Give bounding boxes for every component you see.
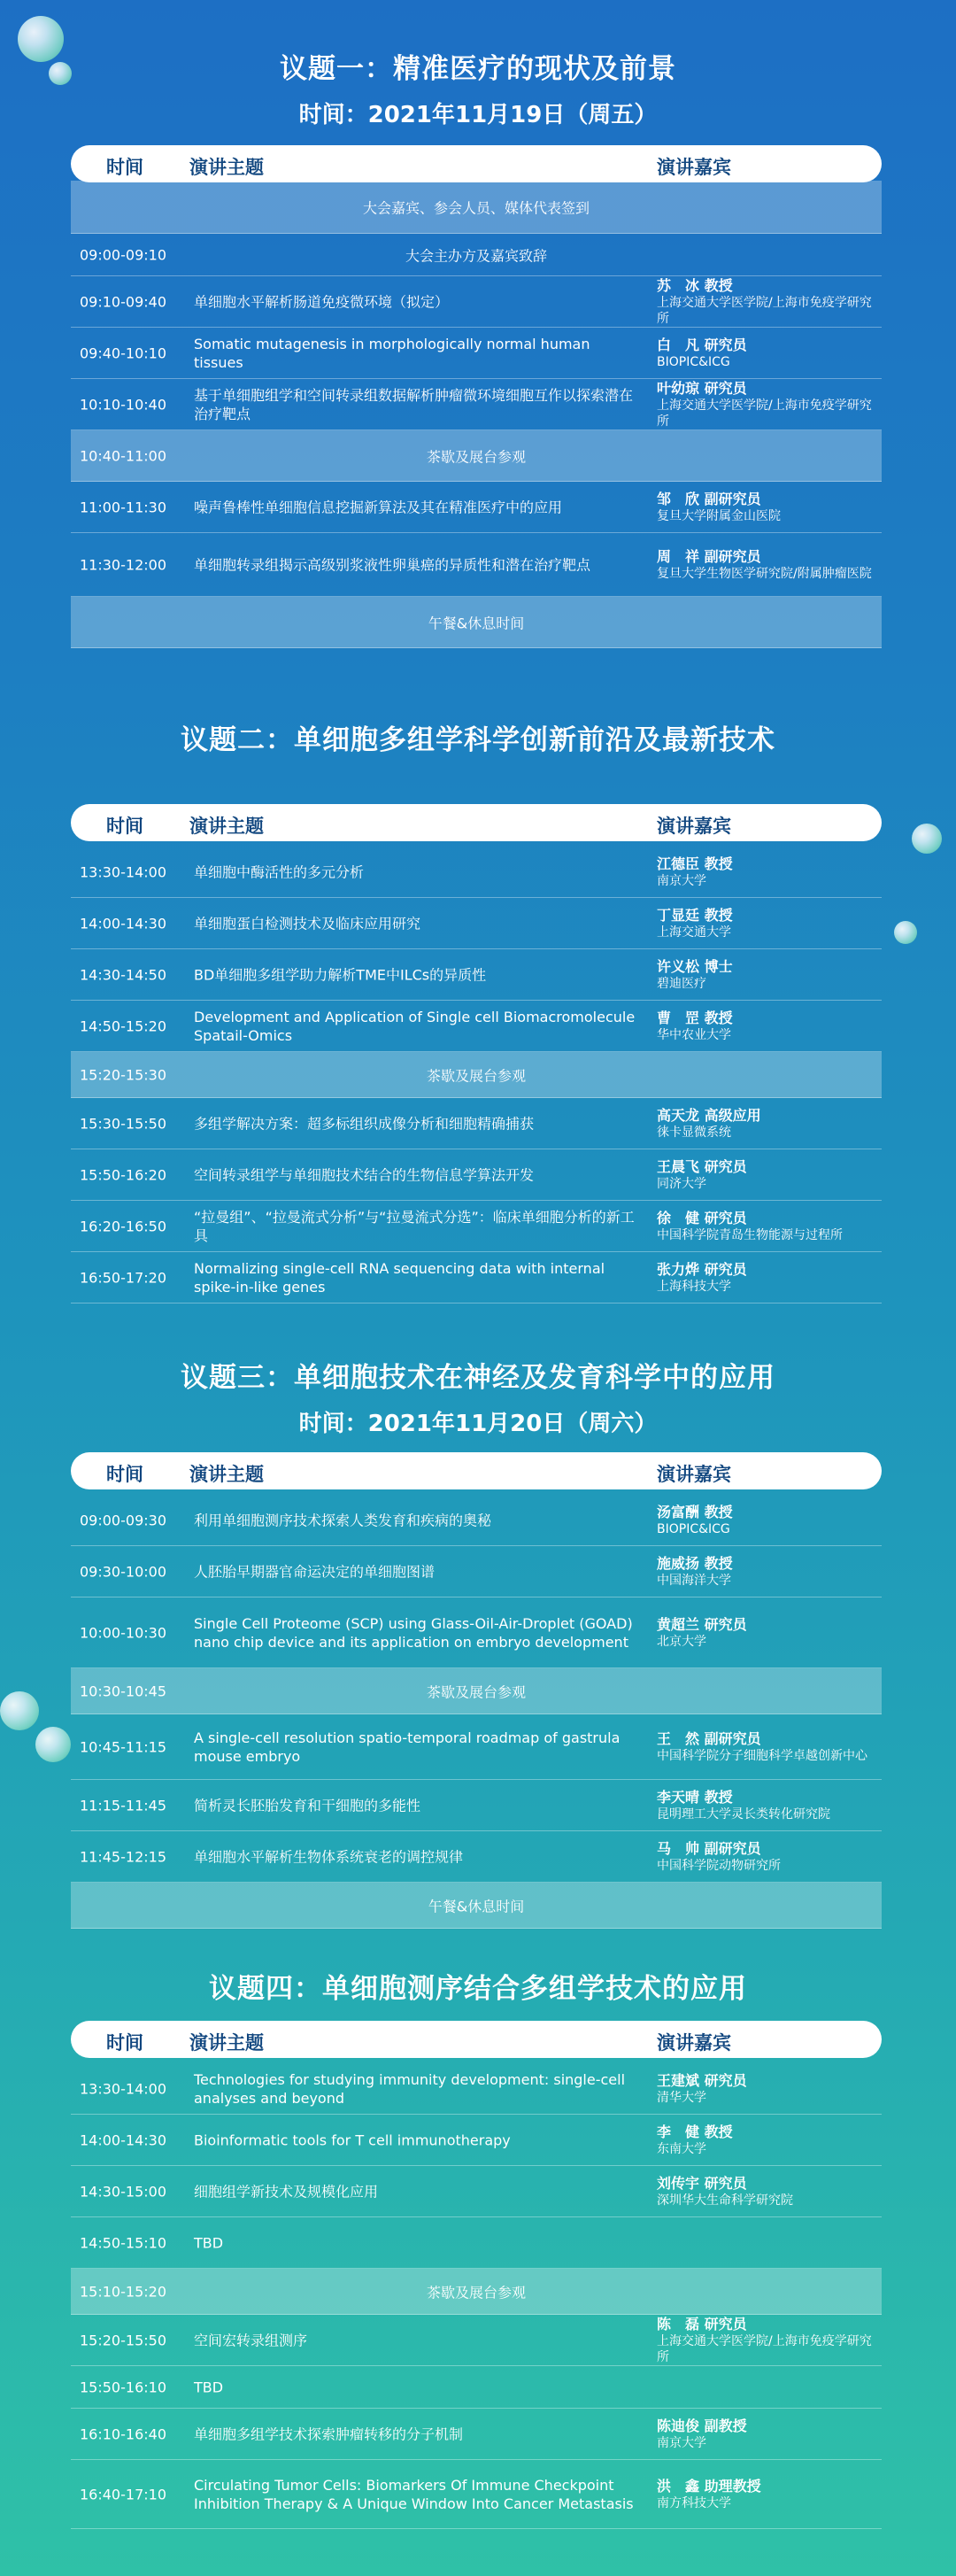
speaker-name: 江德臣 教授 (657, 855, 733, 872)
col-speaker: 演讲嘉宾 (657, 2032, 731, 2054)
break-row (71, 1668, 882, 1714)
speaker-affiliation: BIOPIC&ICG (657, 354, 730, 369)
table-1-header (71, 145, 882, 182)
speaker-name: 陈 磊 研究员 (657, 2315, 747, 2332)
row-speaker (657, 1730, 882, 1764)
row-time: 09:30-10:00 (80, 1563, 166, 1580)
col-speaker: 演讲嘉宾 (657, 1464, 731, 1485)
schedule-row (71, 1252, 882, 1303)
speaker-affiliation: 上海交通大学医学院/上海市免疫学研究所 (657, 295, 872, 326)
row-time: 14:50-15:10 (80, 2234, 166, 2251)
speaker-name: 王 然 副研究员 (657, 1729, 761, 1747)
row-speaker (657, 1158, 882, 1192)
row-time: 11:30-12:00 (80, 556, 166, 573)
schedule-row (71, 276, 882, 328)
break-row (71, 2269, 882, 2315)
row-topic: 利用单细胞测序技术探索人类发育和疾病的奥秘 (194, 1512, 492, 1528)
col-speaker: 演讲嘉宾 (657, 816, 731, 837)
row-time: 16:20-16:50 (80, 1218, 166, 1234)
schedule-row (71, 2217, 882, 2269)
molecule-decoration-left-2 (35, 1727, 71, 1762)
row-time: 14:00-14:30 (80, 915, 166, 932)
section-3-header (0, 1355, 956, 1438)
speaker-affiliation: 上海交通大学医学院/上海市免疫学研究所 (657, 398, 872, 429)
schedule-row (71, 1201, 882, 1252)
schedule-row (71, 1780, 882, 1831)
speaker-affiliation: 复旦大学生物医学研究院/附属肿瘤医院 (657, 566, 872, 581)
speaker-name: 刘传宇 研究员 (657, 2174, 747, 2192)
row-speaker (657, 277, 882, 327)
row-topic: A single-cell resolution spatio-temporal roadmap of gastrula mouse embryo (194, 1729, 621, 1765)
table-4-body (71, 2063, 882, 2529)
speaker-name: 白 凡 研究员 (657, 336, 747, 353)
row-topic: Normalizing single-cell RNA sequencing data with internal spike-in-like genes (194, 1259, 605, 1296)
row-time: 11:45-12:15 (80, 1848, 166, 1865)
speaker-name: 许义松 博士 (657, 957, 733, 975)
speaker-affiliation: 徕卡显微系统 (657, 1125, 731, 1140)
row-speaker (657, 380, 882, 429)
row-time: 16:40-17:10 (80, 2486, 166, 2503)
speaker-name: 苏 冰 教授 (657, 276, 733, 294)
row-speaker (657, 1789, 882, 1822)
speaker-name: 黄超兰 研究员 (657, 1615, 747, 1633)
speaker-name: 周 祥 副研究员 (657, 547, 761, 565)
schedule-row (71, 2115, 882, 2166)
molecule-decoration-right (912, 824, 942, 854)
row-time: 15:30-15:50 (80, 1115, 166, 1132)
row-topic: 单细胞蛋白检测技术及临床应用研究 (194, 915, 421, 932)
row-topic: “拉曼组”、“拉曼流式分析”与“拉曼流式分选”：临床单细胞分析的新工具 (194, 1208, 635, 1244)
row-topic: 空间宏转录组测序 (194, 2332, 308, 2348)
break-label: 午餐&休息时间 (428, 1898, 525, 1915)
table-1-body (71, 181, 882, 648)
row-time: 15:10-15:20 (80, 2283, 166, 2300)
row-time: 14:00-14:30 (80, 2131, 166, 2148)
speaker-affiliation: BIOPIC&ICG (657, 1521, 730, 1536)
speaker-affiliation: 碧迪医疗 (657, 976, 706, 991)
speaker-affiliation: 东南大学 (657, 2141, 706, 2156)
speaker-name: 李天晴 教授 (657, 1788, 733, 1806)
row-topic: 单细胞水平解析生物体系统衰老的调控规律 (194, 1848, 464, 1865)
break-label: 大会嘉宾、参会人员、媒体代表签到 (362, 199, 590, 216)
speaker-name: 叶幼琼 研究员 (657, 379, 747, 397)
table-4-header (71, 2021, 882, 2058)
speaker-name: 施威扬 教授 (657, 1554, 733, 1572)
row-speaker (657, 1010, 882, 1043)
col-topic: 演讲主题 (189, 157, 264, 178)
row-speaker (657, 907, 882, 940)
section-3-title: 议题三：单细胞技术在神经及发育科学中的应用 (181, 1362, 775, 1394)
schedule-row (71, 1546, 882, 1597)
speaker-name: 高天龙 高级应用 (657, 1106, 761, 1124)
speaker-affiliation: 中国科学院青岛生物能源与过程所 (657, 1227, 843, 1242)
row-topic: TBD (194, 2379, 224, 2395)
col-time: 时间 (106, 1464, 143, 1485)
section-1-header (0, 46, 956, 129)
speaker-name: 李 健 教授 (657, 2123, 733, 2140)
speaker-affiliation: 深圳华大生命科学研究院 (657, 2193, 793, 2208)
section-2-header (0, 717, 956, 757)
row-speaker (657, 1107, 882, 1141)
row-time: 15:50-16:10 (80, 2379, 166, 2395)
col-time: 时间 (106, 2032, 143, 2054)
speaker-affiliation: 上海科技大学 (657, 1279, 731, 1294)
row-speaker (657, 855, 882, 889)
row-speaker (657, 2316, 882, 2365)
speaker-affiliation: 中国科学院分子细胞科学卓越创新中心 (657, 1748, 867, 1763)
row-speaker (657, 2123, 882, 2157)
schedule-row (71, 1149, 882, 1201)
schedule-row (71, 2460, 882, 2529)
schedule-row (71, 2315, 882, 2366)
row-time: 13:30-14:00 (80, 863, 166, 880)
row-topic: Circulating Tumor Cells: Biomarkers Of Immune Checkpoint Inhibition Therapy & A Unique Window Into Cancer Metastasis (194, 2476, 634, 2512)
row-speaker (657, 2417, 882, 2451)
row-time: 10:30-10:45 (80, 1683, 166, 1699)
break-label: 茶歇及展台参观 (426, 2284, 526, 2301)
row-topic: 单细胞中酶活性的多元分析 (194, 863, 365, 880)
speaker-affiliation: 上海交通大学医学院/上海市免疫学研究所 (657, 2333, 872, 2364)
row-speaker (657, 1616, 882, 1650)
col-time: 时间 (106, 816, 143, 837)
schedule-row (71, 2166, 882, 2217)
row-time: 10:40-11:00 (80, 447, 166, 464)
row-time: 09:10-09:40 (80, 293, 166, 310)
schedule-row (71, 1831, 882, 1883)
molecule-decoration-right-2 (894, 921, 917, 944)
row-time: 09:00-09:10 (80, 246, 166, 263)
row-speaker (657, 491, 882, 524)
break-label: 午餐&休息时间 (428, 615, 525, 631)
row-time: 11:00-11:30 (80, 499, 166, 515)
speaker-affiliation: 同济大学 (657, 1176, 706, 1191)
row-time: 09:40-10:10 (80, 344, 166, 361)
schedule-row (71, 234, 882, 276)
schedule-row (71, 1714, 882, 1780)
row-topic: 单细胞转录组揭示高级别浆液性卵巢癌的异质性和潜在治疗靶点 (194, 556, 591, 573)
row-time: 16:50-17:20 (80, 1269, 166, 1286)
break-row (71, 1883, 882, 1929)
speaker-affiliation: 南京大学 (657, 873, 706, 888)
speaker-affiliation: 中国科学院动物研究所 (657, 1858, 781, 1873)
speaker-affiliation: 南京大学 (657, 2435, 706, 2450)
row-center-label: 大会主办方及嘉宾致辞 (405, 247, 547, 264)
row-topic: 细胞组学新技术及规模化应用 (194, 2183, 379, 2200)
speaker-name: 曹 罡 教授 (657, 1009, 733, 1026)
speaker-name: 洪 鑫 助理教授 (657, 2477, 761, 2495)
schedule-row (71, 1098, 882, 1149)
speaker-affiliation: 南方科技大学 (657, 2495, 731, 2510)
schedule-row (71, 847, 882, 898)
row-time: 15:20-15:50 (80, 2332, 166, 2348)
schedule-row (71, 379, 882, 430)
schedule-row (71, 2409, 882, 2460)
section-2-title: 议题二：单细胞多组学科学创新前沿及最新技术 (181, 724, 775, 756)
speaker-affiliation: 清华大学 (657, 2090, 706, 2105)
row-time: 14:30-15:00 (80, 2183, 166, 2200)
row-topic: BD单细胞多组学助力解析TME中ILCs的异质性 (194, 966, 487, 983)
row-speaker (657, 2175, 882, 2209)
row-topic: TBD (194, 2234, 224, 2251)
speaker-name: 王建斌 研究员 (657, 2071, 747, 2089)
row-topic: Bioinformatic tools for T cell immunotherapy (194, 2131, 511, 2148)
row-time: 14:30-14:50 (80, 966, 166, 983)
col-topic: 演讲主题 (189, 816, 264, 837)
molecule-decoration-left (0, 1691, 39, 1730)
row-time: 13:30-14:00 (80, 2080, 166, 2097)
row-topic: 单细胞水平解析肠道免疫微环境（拟定） (194, 293, 450, 310)
row-speaker (657, 2478, 882, 2511)
col-topic: 演讲主题 (189, 2032, 264, 2054)
speaker-name: 陈迪俊 副教授 (657, 2417, 747, 2434)
row-time: 11:15-11:45 (80, 1797, 166, 1814)
break-label: 茶歇及展台参观 (426, 1067, 526, 1084)
speaker-affiliation: 复旦大学附属金山医院 (657, 508, 781, 523)
row-time: 15:50-16:20 (80, 1166, 166, 1183)
row-speaker (657, 1261, 882, 1295)
speaker-affiliation: 北京大学 (657, 1634, 706, 1649)
speaker-affiliation: 上海交通大学 (657, 924, 731, 940)
row-topic: Somatic mutagenesis in morphologically normal human tissues (194, 335, 590, 371)
section-1-title: 议题一：精准医疗的现状及前景 (280, 53, 676, 85)
speaker-name: 徐 健 研究员 (657, 1209, 747, 1226)
speaker-name: 丁显廷 教授 (657, 906, 733, 924)
row-speaker (657, 337, 882, 370)
break-row (71, 430, 882, 482)
section-3-date: 时间：2021年11月20日（周六） (298, 1411, 658, 1437)
row-topic: 噪声鲁棒性单细胞信息挖掘新算法及其在精准医疗中的应用 (194, 499, 563, 515)
row-time: 14:50-15:20 (80, 1017, 166, 1034)
speaker-affiliation: 昆明理工大学灵长类转化研究院 (657, 1806, 830, 1822)
row-time: 10:45-11:15 (80, 1738, 166, 1755)
schedule-row (71, 533, 882, 597)
col-topic: 演讲主题 (189, 1464, 264, 1485)
speaker-name: 张力烨 研究员 (657, 1260, 747, 1278)
break-row (71, 597, 882, 648)
row-speaker (657, 1555, 882, 1589)
row-speaker (657, 958, 882, 992)
row-time: 15:20-15:30 (80, 1066, 166, 1083)
break-label: 茶歇及展台参观 (426, 1683, 526, 1700)
break-row (71, 181, 882, 234)
break-row (71, 1052, 882, 1098)
row-speaker (657, 1840, 882, 1874)
speaker-name: 邹 欣 副研究员 (657, 490, 761, 507)
col-time: 时间 (106, 157, 143, 178)
table-3-header (71, 1452, 882, 1489)
row-topic: 人胚胎早期器官命运决定的单细胞图谱 (194, 1563, 436, 1580)
schedule-row (71, 898, 882, 949)
speaker-affiliation: 华中农业大学 (657, 1027, 731, 1042)
schedule-row (71, 2366, 882, 2409)
row-topic: 简析灵长胚胎发育和干细胞的多能性 (194, 1797, 421, 1814)
schedule-row (71, 949, 882, 1001)
row-speaker (657, 1210, 882, 1243)
speaker-name: 汤富酬 教授 (657, 1503, 733, 1520)
section-4-title: 议题四：单细胞测序结合多组学技术的应用 (209, 1973, 747, 2005)
schedule-row (71, 328, 882, 379)
row-topic: 空间转录组学与单细胞技术结合的生物信息学算法开发 (194, 1166, 535, 1183)
row-topic: Development and Application of Single cell Biomacromolecule Spatail-Omics (194, 1008, 636, 1044)
row-speaker (657, 2072, 882, 2106)
row-speaker (657, 1504, 882, 1537)
break-label: 茶歇及展台参观 (426, 448, 526, 465)
table-3-body (71, 1495, 882, 1929)
col-speaker: 演讲嘉宾 (657, 157, 731, 178)
row-topic: 单细胞多组学技术探索肿瘤转移的分子机制 (194, 2425, 464, 2442)
schedule-row (71, 1597, 882, 1668)
schedule-row (71, 2063, 882, 2115)
row-time: 16:10-16:40 (80, 2425, 166, 2442)
schedule-row (71, 482, 882, 533)
row-topic: 多组学解决方案：超多标组织成像分析和细胞精确捕获 (194, 1115, 535, 1132)
speaker-affiliation: 中国海洋大学 (657, 1573, 731, 1588)
row-topic: Single Cell Proteome (SCP) using Glass-Oil-Air-Droplet (GOAD) nano chip device and its application on embryo development (194, 1614, 633, 1651)
row-topic: Technologies for studying immunity development: single-cell analyses and beyond (194, 2070, 626, 2107)
section-1-date: 时间：2021年11月19日（周五） (298, 102, 658, 128)
speaker-name: 马 帅 副研究员 (657, 1839, 761, 1857)
speaker-name: 王晨飞 研究员 (657, 1157, 747, 1175)
schedule-row (71, 1001, 882, 1052)
table-2-header (71, 804, 882, 841)
row-time: 09:00-09:30 (80, 1512, 166, 1528)
row-topic: 基于单细胞组学和空间转录组数据解析肿瘤微环境细胞互作以探索潜在治疗靶点 (194, 386, 634, 422)
section-4-header (0, 1966, 956, 2006)
schedule-row (71, 1495, 882, 1546)
row-time: 10:10-10:40 (80, 396, 166, 413)
row-time: 10:00-10:30 (80, 1624, 166, 1641)
row-speaker (657, 548, 882, 582)
table-2-body (71, 847, 882, 1303)
